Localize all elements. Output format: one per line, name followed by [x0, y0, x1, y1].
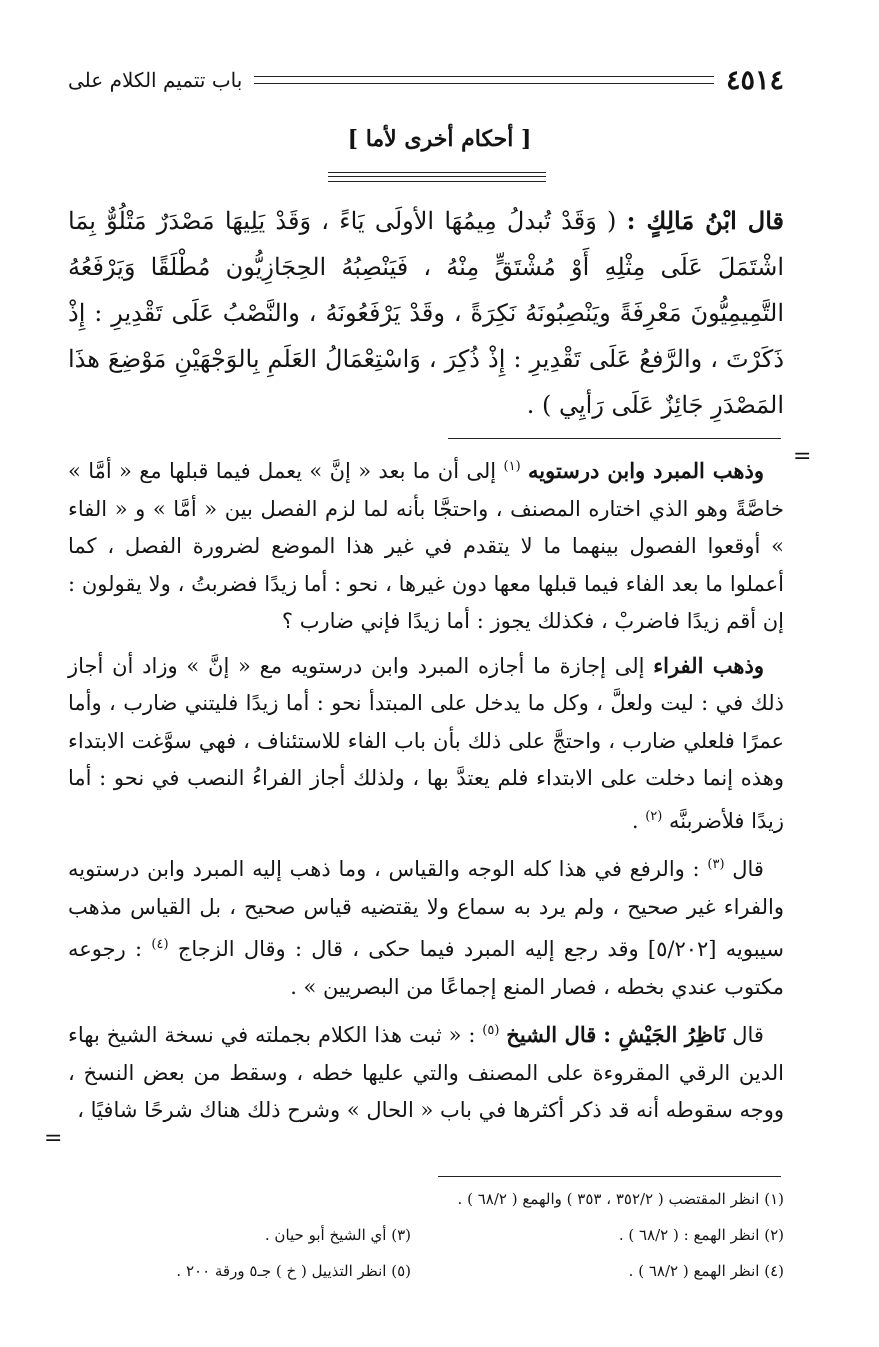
paragraph-text: : رجوعه مكتوب عندي بخطه ، فصار المنع إجماعًا من البصريين » .: [68, 937, 784, 999]
matn-separator: [448, 438, 781, 439]
footnote-4: (٤) انظر الهمع ( ٦٨/٢ ) .: [628, 1262, 784, 1280]
paragraph-lead: قال: [732, 1023, 764, 1047]
header-rule: [254, 76, 714, 84]
footnote-ref: (٣): [707, 857, 725, 872]
paragraph-lead: قال: [732, 857, 764, 881]
footnote-5: (٥) انظر التذييل ( خ ) جـ٥ ورقة ٢٠٠ .: [176, 1262, 411, 1280]
bold-lead: قال الشيخ: [506, 1022, 597, 1047]
footnote-3: (٣) أي الشيخ أبو حيان .: [264, 1226, 411, 1244]
matn-text: ( وَقَدْ تُبدلُ مِيمُهَا الأولَى يَاءً ، وَقَدْ يَلِيهَا مَصْدَرٌ مَتْلُوٌّ بِمَا اشْتَمَلَ عَلَى مِثْلِهِ أَوْ مُشْتَقٍّ مِنْهُ ، فَيَنْصِبُهُ الحِجَازِيُّون مُطْلَقًا وَيَرْفَعُهُ التَّمِيمِيُّونَ مَعْرِفَةً ويَنْصِبُونَهُ نَكِرَةً ، وقَدْ يَرْفَعُونَهُ ، والنَّصْبُ عَلَى تَقْدِيرِ : إِذْ ذَكَرْتَ ، والرَّفعُ عَلَى تَقْدِيرِ : إِذْ ذُكِرَ ، وَاسْتِعْمَالُ العَلَمِ بِالوَجْهَيْنِ مَوْضِعَ هذَا المَصْدَرِ جَائِزٌ عَلَى رَأيِي ) .: [68, 207, 785, 419]
continuation-mark-start: =: [793, 444, 812, 469]
footnote-ref: (٥): [482, 1023, 500, 1038]
paragraph-text: : « ثبت هذا الكلام بجملته في نسخة الشيخ بهاء الدين الرقي المقروءة على المصنف والتي عليها خطه ، وسقط من بعض النسخ ، ووجه سقوطه أنه قد ذكر أكثرها في باب « الحال » وشرح ذلك هناك شرحًا شافيًا ،: [68, 1023, 784, 1122]
footnote-rule: [438, 1176, 781, 1177]
commentary-paragraph: [68, 846, 784, 1006]
footnote-ref: (٢): [645, 808, 663, 824]
page-number: ٤٥١٤: [725, 64, 784, 96]
commentary-paragraph: [68, 448, 784, 641]
continuation-mark-end: =: [44, 1126, 63, 1151]
bold-lead: وذهب الفراء: [653, 652, 764, 678]
footnote-1: (١) انظر المقتضب ( ٣٥٢/٢ ، ٣٥٣ ) والهمع ( ٦٨/٢ ) .: [457, 1190, 784, 1208]
title-rule: [328, 172, 546, 182]
commentary-paragraph: [68, 647, 784, 841]
running-title: باب تتميم الكلام على: [68, 68, 243, 92]
section-title: [ أحكام أخرى لأما ]: [347, 126, 532, 152]
footnote-2: (٢) انظر الهمع : ( ٦٨/٢ ) .: [618, 1226, 784, 1244]
paragraph-end: .: [631, 808, 639, 833]
paragraph-text: : والرفع في هذا كله الوجه والقياس ، وما ذهب إليه المبرد وابن درستويه والفراء غير صحيح ، ولم يرد به سماع ولا يقتضيه قياس صحيح ، بل القياس مذهب سيبويه [٥/٢٠٢] وقد رجع إليه المبرد فيما حكى ، قال : وقال الزجاج: [68, 857, 784, 961]
paragraph-text: إلى أن ما بعد « إنَّ » يعمل فيما قبلها مع « أمَّا » خاصَّةً وهو الذي اختاره المصنف ، واحتجَّا بأنه لما لزم الفصل بين « أمَّا » و « الفاء » أوقعوا الفصول بينهما ما لا يتقدم في غير هذا الموضع لضرورة الفصل ، كما أعملوا ما بعد الفاء فيما قبلها معها دون غيرها ، نحو : أما زيدًا فضربتُ ، ولا يقولون : إن أقم زيدًا فاضربْ ، فكذلك يجوز : أما زيدًا فإني ضارب ؟: [68, 459, 784, 633]
bold-lead: وذهب المبرد وابن درستويه: [528, 458, 764, 483]
commentary-paragraph: [68, 1012, 784, 1130]
running-header: [68, 64, 784, 96]
matn-speaker: قال ابْنُ مَالِكٍ :: [626, 206, 784, 235]
footnote-ref: (٤): [151, 937, 169, 952]
matn-quote: [68, 198, 784, 428]
footnote-ref: (١): [503, 459, 521, 474]
author-name: نَاظِرُ الجَيْشِ :: [603, 1022, 726, 1047]
paragraph-text: إلى إجازة ما أجازه المبرد وابن درستويه مع « إنَّ » وزاد أن أجاز ذلك في : ليت ولعلَّ ، وكل ما يدخل على المبتدأ نحو : أما زيدًا فليتني ضارب ، وأما عمرًا فلعلي ضارب ، واحتجَّ على ذلك بأن باب الفاء للاستئناف ، فهي سوَّغت الابتداء وهذه إنما دخلت على الابتداء فلم يعتدَّ بها ، ولذلك أجاز الفراءُ النصب في نحو : أما زيدًا فلأضربنَّه: [68, 653, 784, 833]
commentary: [68, 448, 784, 1136]
